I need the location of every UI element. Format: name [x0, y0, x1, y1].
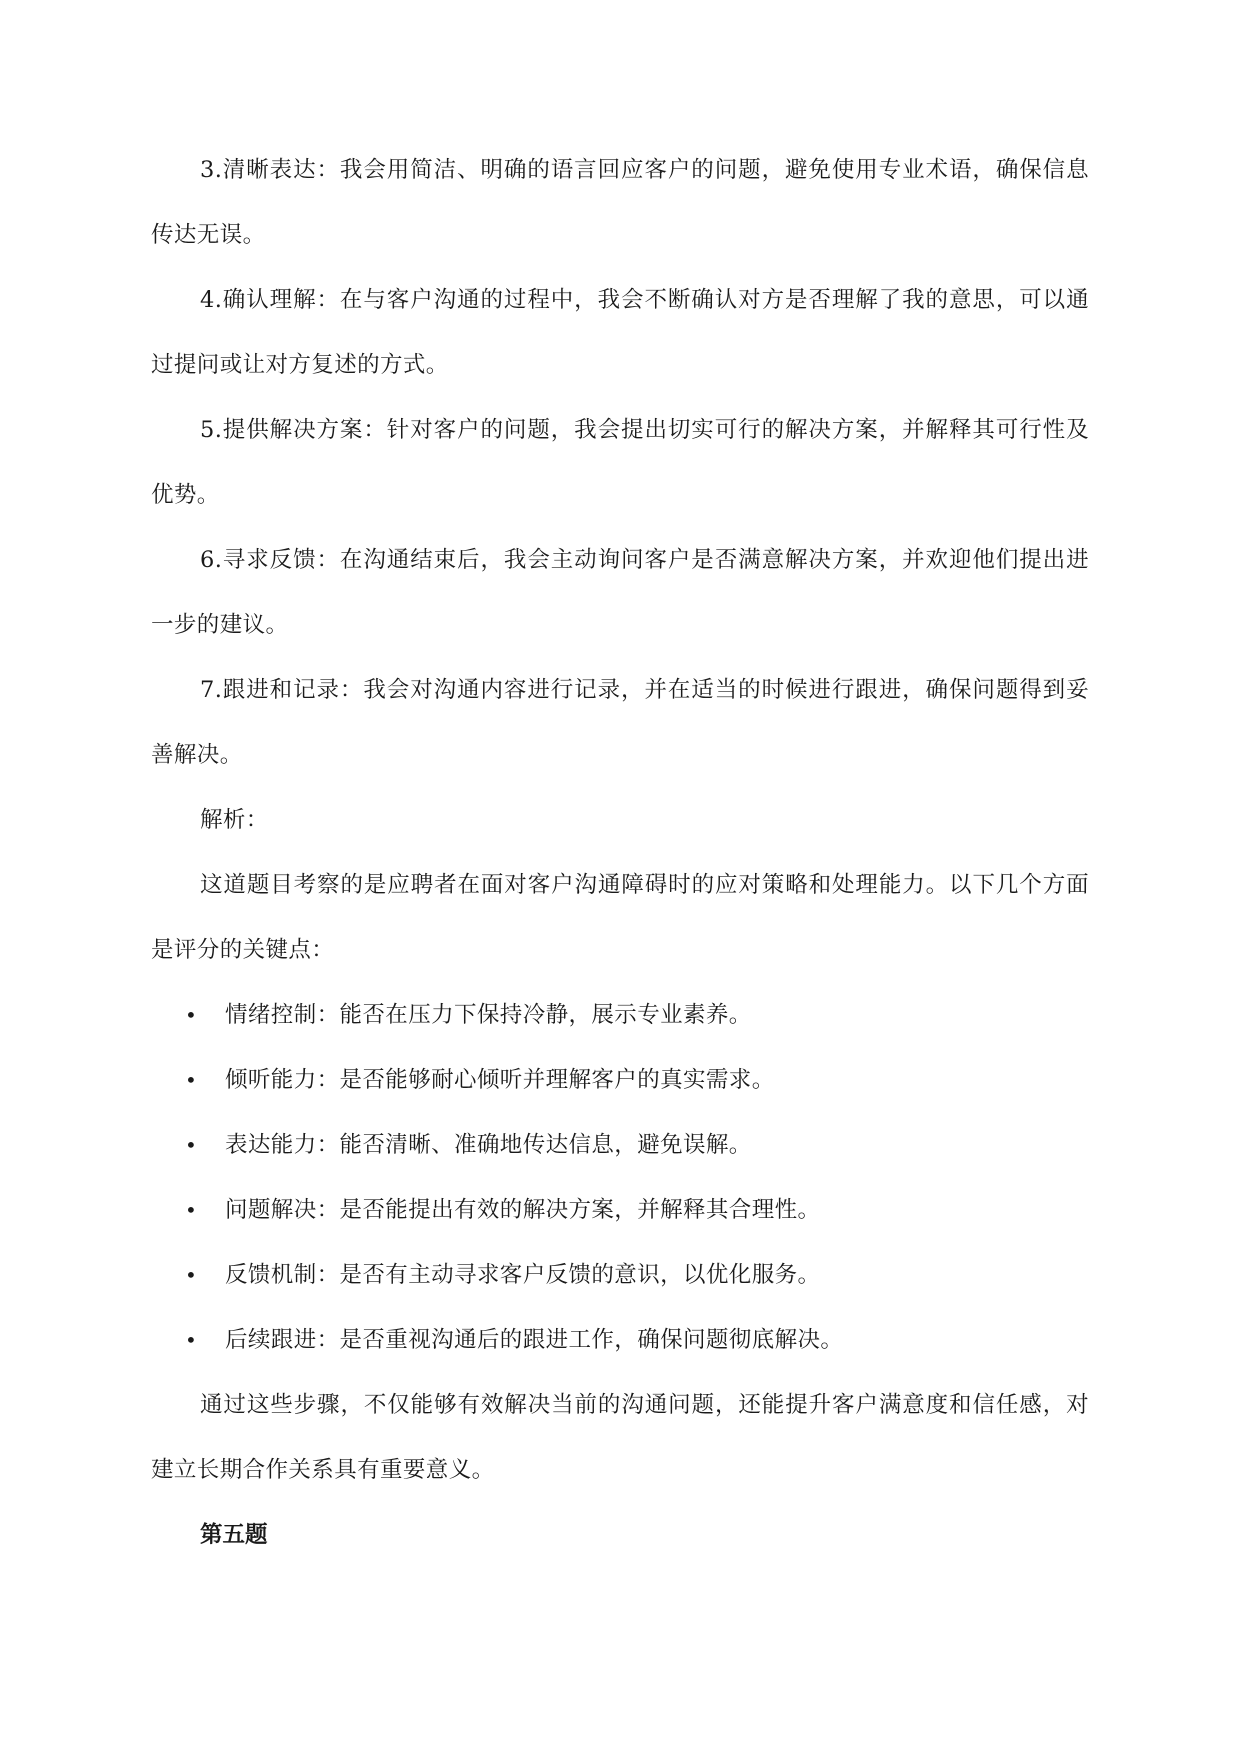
conclusion-paragraph: 通过这些步骤，不仅能够有效解决当前的沟通问题，还能提升客户满意度和信任感，对建立长期合作关系具有重要意义。 — [151, 1392, 1089, 1483]
paragraph-seek-feedback: 6.寻求反馈：在沟通结束后，我会主动询问客户是否满意解决方案，并欢迎他们提出进一步的建议。 — [151, 547, 1089, 638]
list-item-text: 后续跟进：是否重视沟通后的跟进工作，确保问题彻底解决。 — [225, 1327, 844, 1353]
list-item-text: 问题解决：是否能提出有效的解决方案，并解释其合理性。 — [225, 1197, 821, 1223]
list-item — [151, 1048, 1089, 1113]
bullet-icon: • — [185, 1263, 198, 1287]
list-item-text: 反馈机制：是否有主动寻求客户反馈的意识，以优化服务。 — [225, 1262, 821, 1288]
list-item — [151, 1243, 1089, 1308]
list-item-text: 倾听能力：是否能够耐心倾听并理解客户的真实需求。 — [225, 1067, 775, 1093]
list-item-text: 表达能力：能否清晰、准确地传达信息，避免误解。 — [225, 1132, 752, 1158]
list-item — [151, 983, 1089, 1048]
analysis-label: 解析： — [200, 807, 269, 833]
bullet-icon: • — [185, 1003, 198, 1027]
bullet-icon: • — [185, 1068, 198, 1092]
list-item-text: 情绪控制：能否在压力下保持冷静，展示专业素养。 — [225, 1002, 752, 1028]
list-item — [151, 1178, 1089, 1243]
paragraph-provide-solution: 5.提供解决方案：针对客户的问题，我会提出切实可行的解决方案，并解释其可行性及优势。 — [151, 417, 1089, 508]
paragraph-follow-up-record: 7.跟进和记录：我会对沟通内容进行记录，并在适当的时候进行跟进，确保问题得到妥善解决。 — [151, 677, 1089, 768]
list-item — [151, 1308, 1089, 1373]
document-page — [151, 138, 1089, 1568]
paragraph-clear-expression: 3.清晰表达：我会用简洁、明确的语言回应客户的问题，避免使用专业术语，确保信息传达无误。 — [151, 157, 1089, 248]
section-heading: 第五题 — [200, 1522, 268, 1548]
bullet-icon: • — [185, 1328, 198, 1352]
analysis-intro: 这道题目考察的是应聘者在面对客户沟通障碍时的应对策略和处理能力。以下几个方面是评分的关键点： — [151, 872, 1089, 963]
list-item — [151, 1113, 1089, 1178]
scoring-points-list — [151, 983, 1089, 1373]
paragraph-confirm-understanding: 4.确认理解：在与客户沟通的过程中，我会不断确认对方是否理解了我的意思，可以通过提问或让对方复述的方式。 — [151, 287, 1089, 378]
bullet-icon: • — [185, 1198, 198, 1222]
bullet-icon: • — [185, 1133, 198, 1157]
